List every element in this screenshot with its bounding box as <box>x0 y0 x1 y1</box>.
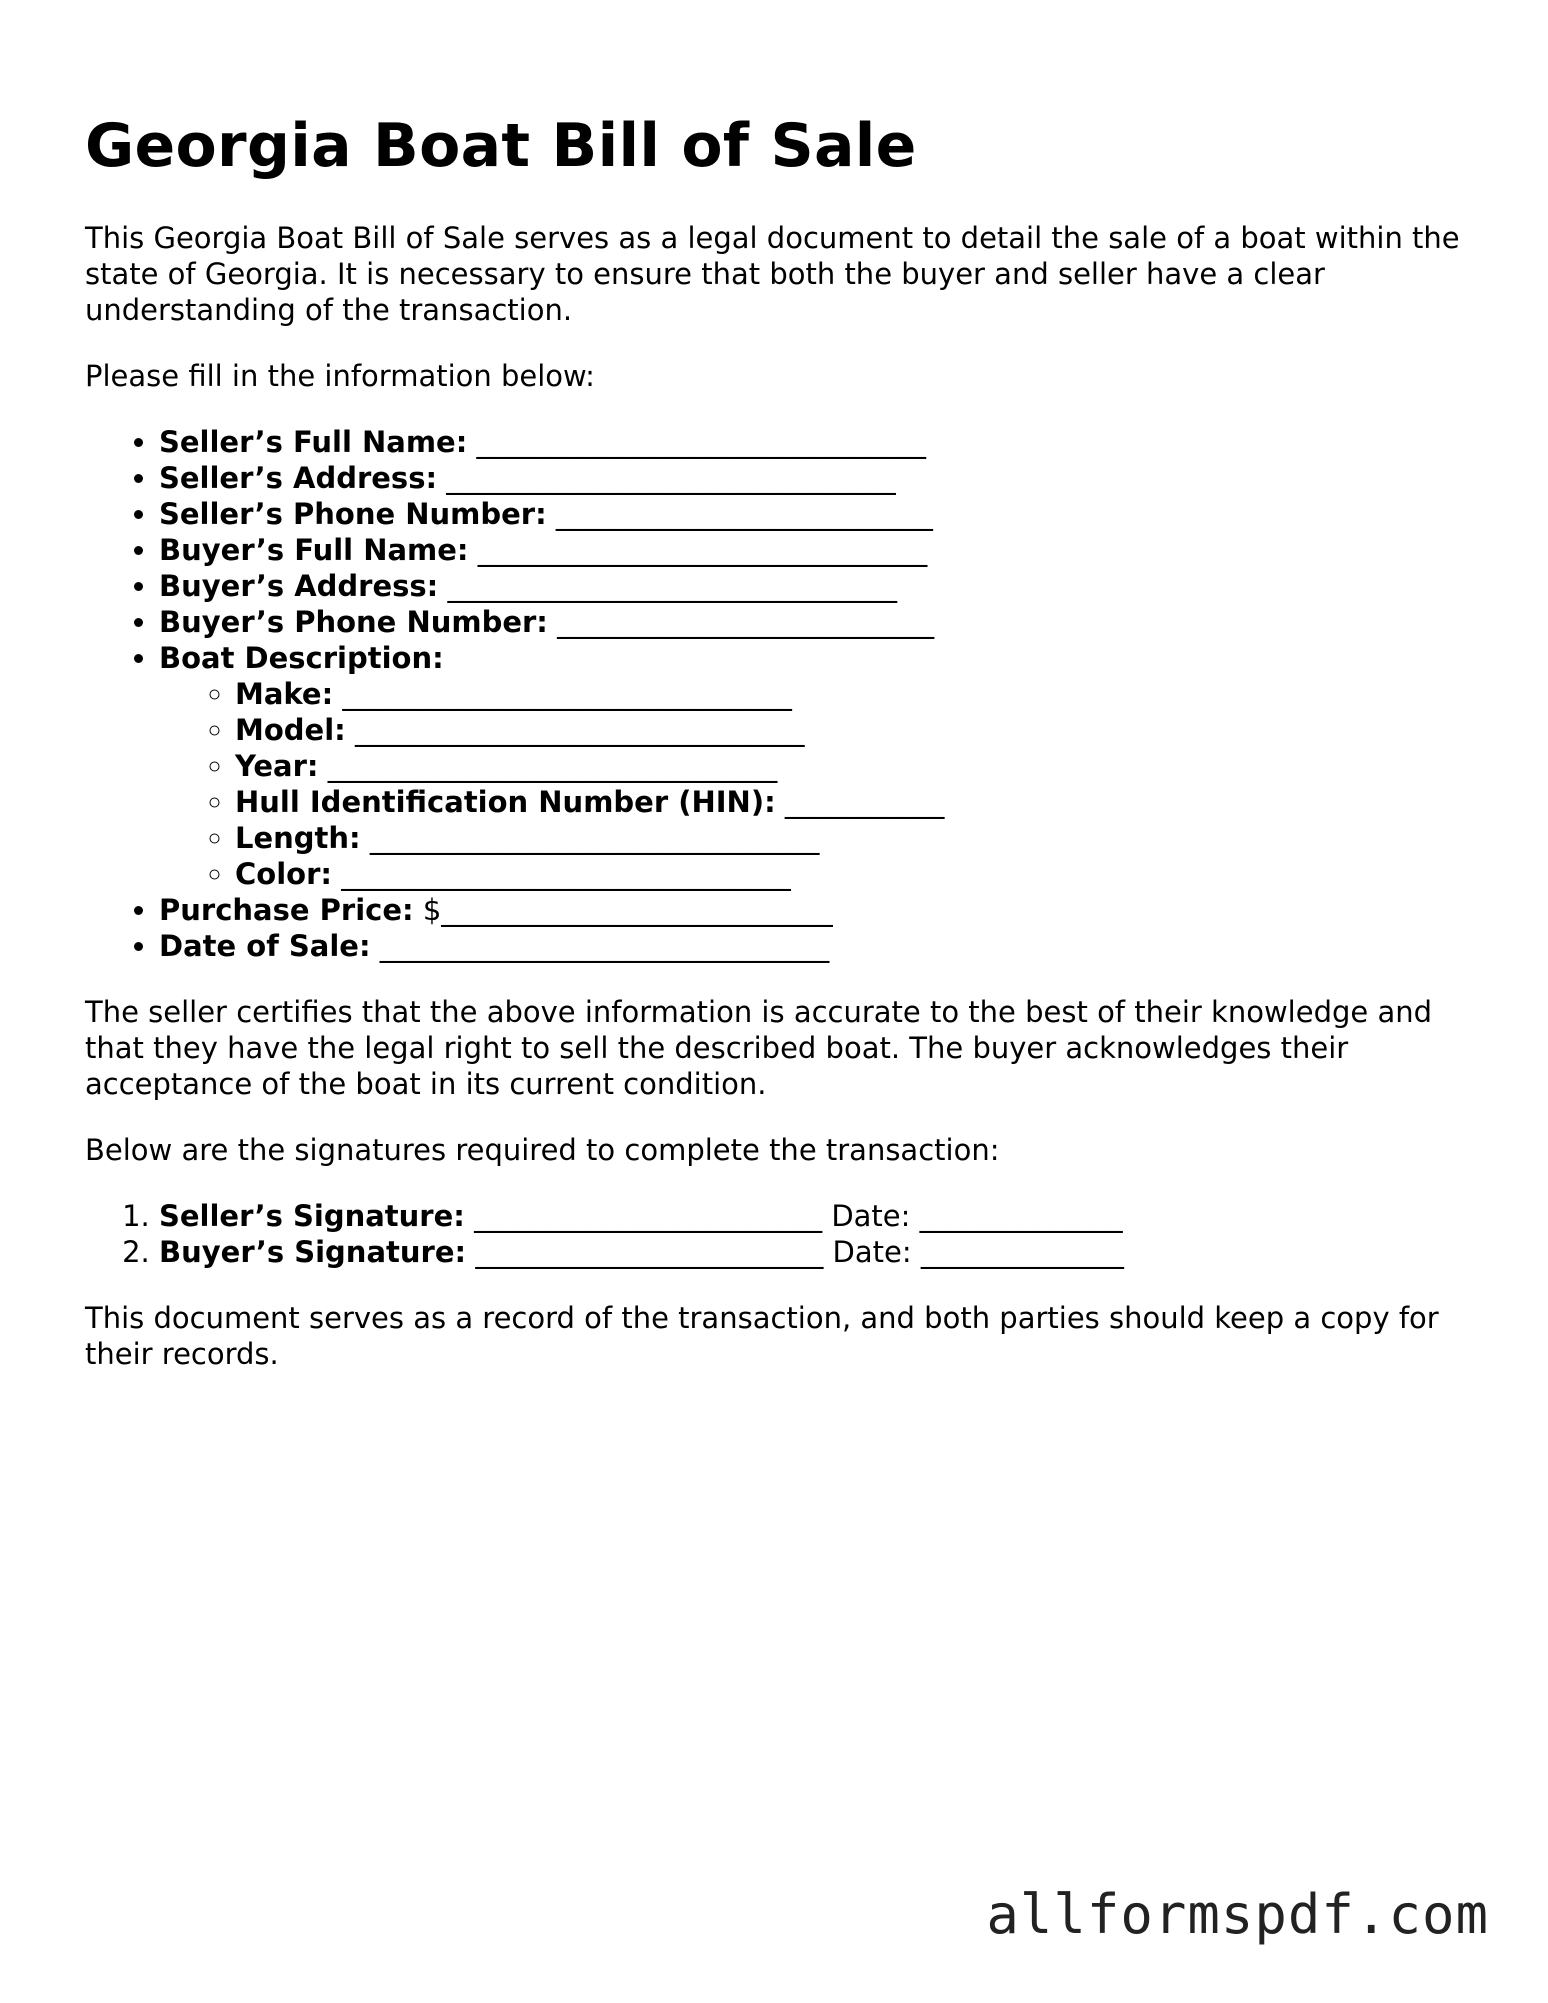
field-blank[interactable]: _______________________________ <box>379 929 830 963</box>
date-blank[interactable]: ______________ <box>920 1235 1124 1269</box>
field-blank[interactable]: _______________________________ <box>477 533 928 567</box>
field-label: Length: <box>235 821 361 855</box>
field-list <box>85 424 1465 964</box>
watermark: allformspdf.com <box>986 1883 1489 1946</box>
signature-label: Buyer’s Signature: <box>159 1235 467 1269</box>
field-buyer-name <box>159 532 1465 568</box>
field-boat-color <box>235 856 1465 892</box>
field-label: Buyer’s Address: <box>159 569 439 603</box>
signature-label: Seller’s Signature: <box>159 1199 465 1233</box>
signature-list <box>85 1198 1465 1270</box>
field-label: Year: <box>235 749 319 783</box>
field-blank[interactable]: _______________________________ <box>369 821 820 855</box>
certification-paragraph: The seller certifies that the above information is accurate to the best of their knowledge and that they have the legal right to sell the described boat. The buyer acknowledges their acceptance of the boat in its current condition. <box>85 995 1432 1101</box>
document-title: Georgia Boat Bill of Sale <box>85 111 917 181</box>
field-label: Buyer’s Phone Number: <box>159 605 548 639</box>
field-label: Make: <box>235 677 334 711</box>
date-blank[interactable]: ______________ <box>919 1199 1123 1233</box>
field-boat-description <box>159 640 1465 892</box>
field-boat-hin <box>235 784 1465 820</box>
field-boat-length <box>235 820 1465 856</box>
field-purchase-price <box>159 892 1465 928</box>
field-blank[interactable]: _______________________________ <box>446 461 896 495</box>
field-label: Color: <box>235 857 332 891</box>
boat-description-list <box>159 676 1465 892</box>
document-page <box>85 106 1465 1372</box>
field-blank[interactable]: _______________________________ <box>327 749 778 783</box>
field-blank[interactable]: _______________________________ <box>342 677 792 711</box>
field-label: Seller’s Address: <box>159 461 438 495</box>
field-blank[interactable]: _______________________________ <box>447 569 897 603</box>
fill-prompt: Please fill in the information below: <box>85 359 595 393</box>
field-label: Model: <box>235 713 346 747</box>
field-label: Purchase Price: <box>159 893 414 927</box>
date-label: Date: <box>831 1199 911 1233</box>
field-label: Hull Identification Number (HIN): <box>235 785 776 819</box>
field-blank[interactable]: $___________________________ <box>422 893 833 927</box>
field-blank[interactable]: _______________________________ <box>354 713 805 747</box>
field-blank[interactable]: __________________________ <box>557 605 935 639</box>
field-blank[interactable]: __________________________ <box>555 497 933 531</box>
field-label: Date of Sale: <box>159 929 371 963</box>
signature-blank[interactable]: ________________________ <box>475 1235 824 1269</box>
field-buyer-address <box>159 568 1465 604</box>
closing-paragraph: This document serves as a record of the transaction, and both parties should keep a copy for their records. <box>85 1301 1439 1371</box>
field-blank[interactable]: ___________ <box>784 785 945 819</box>
date-label: Date: <box>832 1235 912 1269</box>
field-label: Seller’s Full Name: <box>159 425 468 459</box>
field-boat-make <box>235 676 1465 712</box>
field-seller-address <box>159 460 1465 496</box>
field-boat-model <box>235 712 1465 748</box>
field-buyer-phone <box>159 604 1465 640</box>
field-label: Seller’s Phone Number: <box>159 497 547 531</box>
field-date-of-sale <box>159 928 1465 964</box>
field-seller-phone <box>159 496 1465 532</box>
signature-blank[interactable]: ________________________ <box>474 1199 823 1233</box>
intro-paragraph: This Georgia Boat Bill of Sale serves as a legal document to detail the sale of a boat within the state of Georgia. It is necessary to ensure that both the buyer and seller have a clear understanding of the transaction. <box>85 221 1460 327</box>
seller-signature-line <box>159 1198 1465 1234</box>
field-seller-name <box>159 424 1465 460</box>
field-label: Boat Description: <box>159 641 444 675</box>
signature-prompt: Below are the signatures required to complete the transaction: <box>85 1133 1000 1167</box>
field-label: Buyer’s Full Name: <box>159 533 469 567</box>
field-blank[interactable]: _______________________________ <box>341 857 791 891</box>
field-blank[interactable]: _______________________________ <box>476 425 927 459</box>
buyer-signature-line <box>159 1234 1465 1270</box>
field-boat-year <box>235 748 1465 784</box>
